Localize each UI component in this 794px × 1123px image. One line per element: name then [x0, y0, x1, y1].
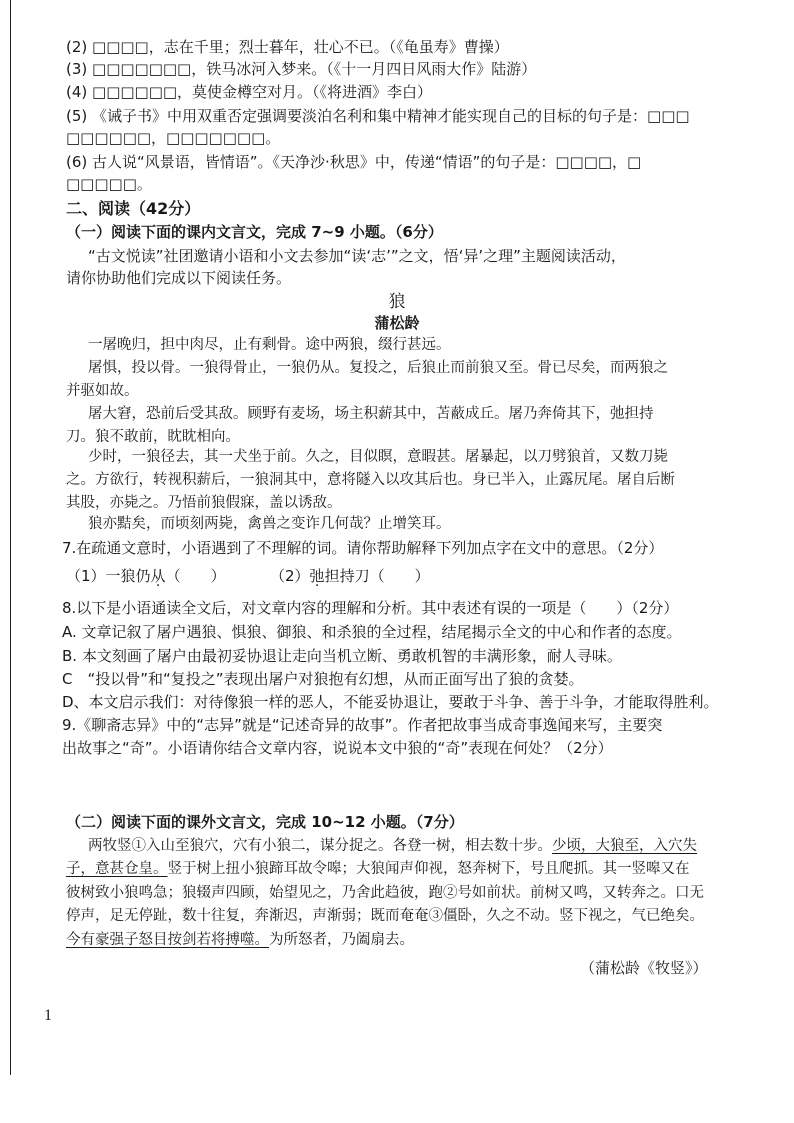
q8-option-d: D、本文启示我们：对待像狼一样的恶人，不能妥协退让，要敢于斗争、善于斗争，才能取得胜利。 — [62, 693, 719, 711]
ext-line-4: 停声，足无停趾，数十往复，奔渐迟，声渐弱；既而奄奄③僵卧，久之不动。竖下视之，气已绝矣。 — [66, 908, 704, 924]
q7-part-2-pre: （2） — [270, 567, 310, 585]
q7-part-2 — [270, 565, 430, 587]
passage-line: 狼亦黠矣，而顷刻两毙，禽兽之变诈几何哉？止增笑耳。 — [88, 516, 451, 532]
q6-item-5-cont: □□□□□□，□□□□□□□。 — [66, 129, 281, 147]
q7-part-2-post: 担持刀（ ） — [324, 567, 430, 585]
q7-part-1-pre: （1）一狼仍 — [66, 567, 151, 585]
section-title: 二、阅读（42分） — [66, 199, 201, 218]
ext-line-1 — [88, 835, 697, 857]
passage-author: 蒲松龄 — [374, 314, 420, 332]
q6-item-6-cont: □□□□□。 — [66, 175, 152, 193]
q9-stem-line-2: 出故事之“奇”。小语请你结合文章内容，说说本文中狼的“奇”表现在何处？（2分） — [62, 739, 613, 757]
q6-item-6: (6) 古人说“风景语，皆情语”。《天净沙·秋思》中，传递“情语”的句子是：□□□□，□ — [66, 153, 642, 171]
q8-option-c: C “投以骨”和“复投之”表现出屠户对狼抱有幻想，从而正面写出了狼的贪婪。 — [62, 670, 584, 688]
q7-part-2-dotted-word: 弛 — [309, 567, 325, 585]
passage-line: 并驱如故。 — [66, 383, 139, 399]
q8-stem: 8.以下是小语通读全文后，对文章内容的理解和分析。其中表述有误的一项是（ ）（2分） — [62, 599, 679, 617]
q6-item-4: (4) □□□□□□，莫使金樽空对月。（《将进酒》李白） — [66, 83, 433, 101]
part2-heading: （二）阅读下面的课外文言文，完成 10~12 小题。（7分） — [66, 813, 464, 831]
q7-part-1-post: （ ） — [165, 567, 226, 585]
passage-line: 其股，亦毙之。乃悟前狼假寐，盖以诱敌。 — [66, 495, 342, 511]
ext-line-5 — [66, 929, 414, 951]
passage-title: 狼 — [388, 292, 406, 312]
passage-line: 一屠晚归，担中肉尽，止有剩骨。途中两狼，缀行甚远。 — [88, 337, 451, 353]
passage-line: 少时，一狼径去，其一犬坐于前。久之，目似瞑，意暇甚。屠暴起，以刀劈狼首，又数刀毙 — [88, 449, 668, 465]
ext-source: （蒲松龄《牧竖》） — [580, 959, 708, 977]
q6-item-2: (2) □□□□，志在千里；烈士暮年，壮心不已。（《龟虽寿》曹操） — [66, 38, 509, 56]
ext-line-5-text: 为所怒者，乃阖扇去。 — [269, 932, 414, 948]
page-left-border — [10, 0, 11, 1075]
passage-line: 屠惧，投以骨。一狼得骨止，一狼仍从。复投之，后狼止而前狼又至。骨已尽矣，而两狼之 — [88, 360, 668, 376]
ext-underlined-sentence-1-cont: 子，意甚仓皇。 — [66, 861, 168, 877]
ext-line-2-text: 竖于树上扭小狼蹄耳故令嗥；大狼闻声仰视，怒奔树下，号且爬抓。其一竖嗥又在 — [167, 861, 690, 877]
ext-underlined-sentence-2: 今有豪强子怒目按剑若将搏噬。 — [66, 932, 269, 948]
q6-item-3: (3) □□□□□□□，铁马冰河入梦来。（《十一月四日风雨大作》陆游） — [66, 60, 537, 78]
ext-line-1-text: 两牧竖①入山至狼穴，穴有小狼二，谋分捉之。各登一树，相去数十步。 — [88, 838, 552, 854]
intro-line-1: “古文悦读”社团邀请小语和小文去参加“读‘志’”之文，悟‘异’之理”主题阅读活动， — [88, 247, 626, 265]
q8-option-b: B. 本文刻画了屠户由最初妥协退让走向当机立断、勇敢机智的丰满形象，耐人寻味。 — [62, 647, 622, 665]
ext-line-3: 彼树致小狼鸣急；狼辍声四顾，始望见之，乃舍此趋彼，跑②号如前状。前树又鸣，又转奔之。口无 — [66, 885, 704, 901]
ext-line-2 — [66, 858, 690, 880]
intro-line-2: 请你协助他们完成以下阅读任务。 — [66, 269, 292, 287]
q8-option-a: A. 文章记叙了屠户遇狼、惧狼、御狼、和杀狼的全过程，结尾揭示全文的中心和作者的态度。 — [62, 623, 682, 641]
q9-stem-line-1: 9.《聊斋志异》中的“志异”就是“记述奇异的故事”。作者把故事当成奇事逸闻来写，主要突 — [62, 716, 663, 734]
q7-part-1 — [66, 565, 226, 587]
q7-part-1-dotted-word: 从 — [150, 567, 166, 585]
passage-line: 屠大窘，恐前后受其敌。顾野有麦场，场主积薪其中，苫蔽成丘。屠乃奔倚其下，弛担持 — [88, 406, 654, 422]
q7-stem: 7.在疏通文意时，小语遇到了不理解的词。请你帮助解释下列加点字在文中的意思。（2分） — [62, 539, 664, 557]
passage-line: 之。方欲行，转视积薪后，一狼洞其中，意将隧入以攻其后也。身已半入，止露尻尾。屠自后断 — [66, 472, 675, 488]
q6-item-5: (5) 《诫子书》中用双重否定强调要淡泊名利和集中精神才能实现自己的目标的句子是：□□□ — [66, 107, 690, 125]
page-number: 1 — [44, 1007, 52, 1024]
passage-line: 刀。狼不敢前，眈眈相向。 — [66, 429, 240, 445]
ext-underlined-sentence-1: 少顷，大狼至，入穴失 — [552, 838, 697, 854]
part1-heading: （一）阅读下面的课内文言文，完成 7~9 小题。（6分） — [66, 223, 443, 241]
